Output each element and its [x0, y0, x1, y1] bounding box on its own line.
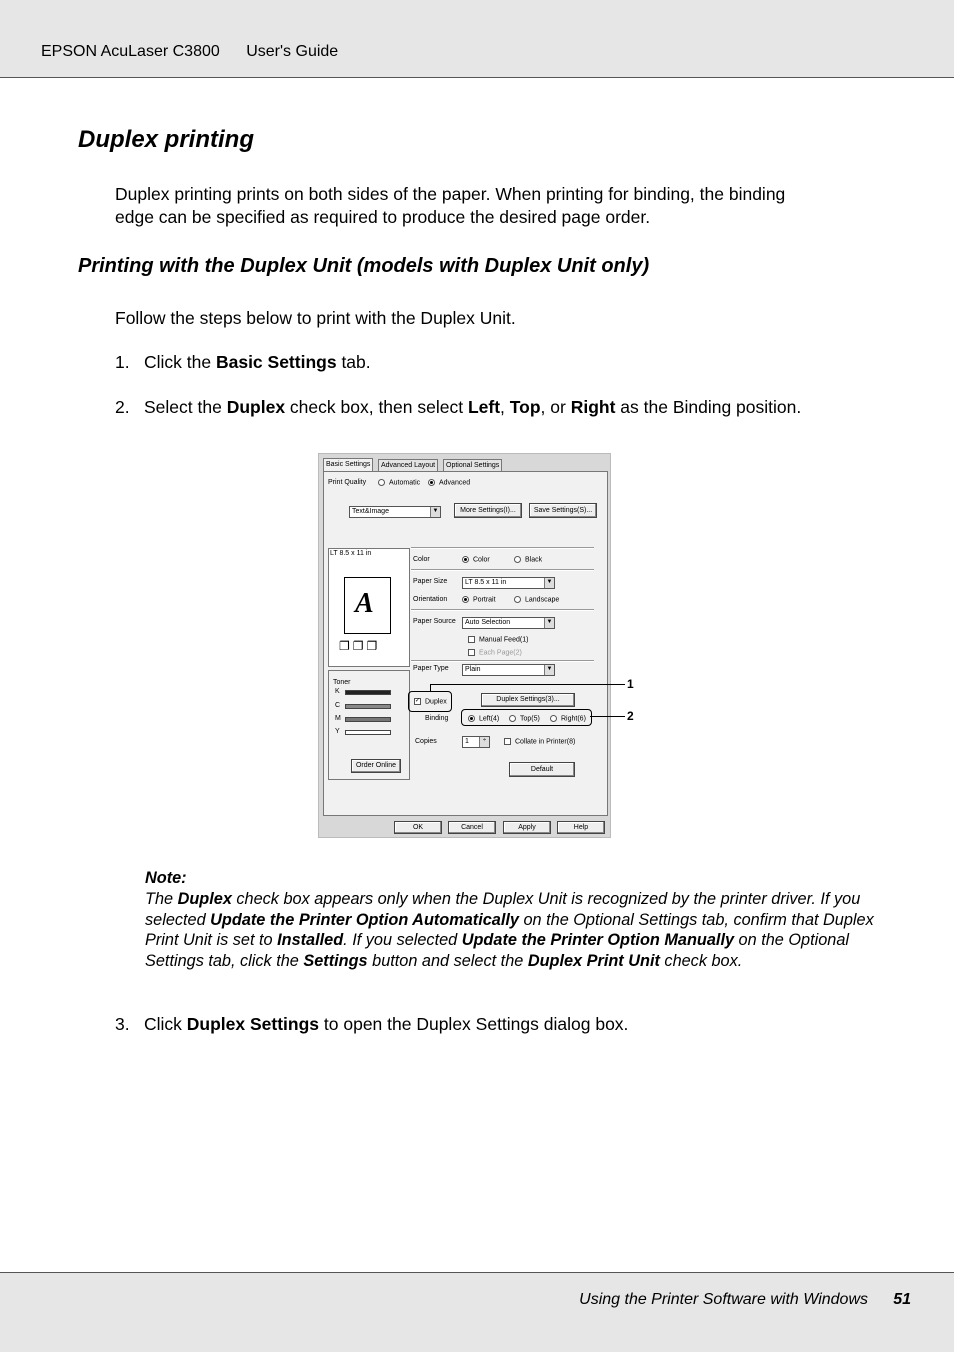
step-number: 1. [115, 352, 130, 372]
callout-box-binding [461, 709, 592, 726]
radio-icon [428, 479, 435, 486]
radio-label: Advanced [439, 479, 471, 487]
step-2 [115, 397, 801, 418]
paper-source-dropdown[interactable] [462, 617, 555, 629]
page-preview-icon [344, 577, 391, 634]
print-quality-label: Print Quality [328, 479, 367, 486]
quality-dropdown[interactable] [349, 506, 441, 518]
black-radio[interactable] [514, 556, 542, 563]
tab-optional-settings[interactable]: Optional Settings [443, 459, 502, 471]
ok-button[interactable]: OK [394, 821, 442, 834]
toner-m-bar [345, 717, 391, 722]
step-text: , or [540, 397, 571, 417]
toner-y-bar [345, 730, 391, 735]
radio-label: Portrait [473, 596, 496, 604]
note-bold: Duplex Print Unit [527, 952, 660, 971]
note-bold: Update the Printer Option Manually [461, 931, 735, 950]
binding-label: Binding [425, 715, 449, 722]
paper-size-label: Paper Size [413, 578, 448, 585]
callout-line-1 [430, 684, 625, 685]
step-text: check box, then select [285, 397, 468, 417]
radio-label: Black [525, 556, 543, 564]
note-block [145, 868, 880, 972]
callout-line-1-drop [430, 684, 431, 692]
manual-feed-checkbox[interactable] [468, 636, 528, 643]
checkbox-icon [504, 738, 511, 745]
advanced-radio[interactable] [428, 479, 470, 486]
tab-advanced-layout[interactable]: Advanced Layout [378, 459, 438, 471]
step-number: 2. [115, 397, 130, 417]
checkbox-checked-icon: ✓ [415, 698, 421, 704]
page-order-icons: ❐❐❐ [339, 639, 381, 653]
step-text: Click the [144, 352, 216, 372]
spinner-arrows-icon[interactable]: ÷ [479, 737, 489, 747]
intro-line-2: edge can be specified as required to produce the desired page order. [115, 207, 651, 227]
toner-k-bar [345, 690, 391, 695]
toner-y-label: Y [335, 728, 340, 735]
header-guide: User's Guide [246, 43, 339, 60]
step-text: tab. [336, 352, 371, 372]
step-text: as the Binding position. [615, 397, 802, 417]
step-bold: Basic Settings [215, 352, 337, 372]
page-footer [0, 1272, 954, 1352]
note-text: check box appears only when the Duplex Unit is recognized by the printer driver. If you selected [145, 889, 861, 929]
color-radio[interactable] [462, 556, 490, 563]
checkbox-icon [468, 636, 475, 643]
paper-size-dropdown[interactable] [462, 577, 555, 589]
toner-label: Toner [333, 679, 351, 686]
collate-checkbox[interactable] [504, 738, 575, 745]
header-product: EPSON AcuLaser C3800 [41, 43, 220, 60]
step-bold: Left [467, 397, 501, 417]
checkbox-label: Collate in Printer(8) [515, 738, 576, 746]
radio-icon [514, 596, 521, 603]
divider [411, 569, 594, 571]
radio-label: Left(4) [479, 715, 500, 723]
page-number: 51 [893, 1291, 911, 1308]
note-text: button and select the [367, 952, 528, 971]
order-online-button[interactable]: Order Online [351, 759, 401, 773]
basic-settings-panel [323, 471, 608, 816]
radio-label: Top(5) [520, 715, 540, 723]
spinner-value: 1 [465, 738, 469, 745]
dropdown-value: Plain [465, 666, 481, 673]
page-header [0, 0, 954, 78]
note-bold: Duplex [177, 889, 232, 908]
radio-label: Automatic [389, 479, 421, 487]
subsection-title: Printing with the Duplex Unit (models with Duplex Unit only) [78, 255, 650, 277]
callout-box-duplex [408, 691, 452, 712]
header-text [41, 43, 360, 61]
toner-panel [328, 670, 410, 780]
toner-m-label: M [335, 715, 341, 722]
radio-label: Landscape [525, 596, 560, 604]
cancel-button[interactable]: Cancel [448, 821, 496, 834]
radio-icon [514, 556, 521, 563]
step-text: to open the Duplex Settings dialog box. [319, 1014, 629, 1034]
divider [411, 609, 594, 611]
dropdown-value: Text&Image [352, 508, 389, 515]
color-label: Color [413, 556, 430, 563]
paper-preview [328, 548, 410, 667]
preview-letter: A [355, 588, 374, 619]
step-bold: Right [570, 397, 616, 417]
help-button[interactable]: Help [557, 821, 605, 834]
radio-label: Right(6) [561, 715, 586, 723]
note-text: The [145, 889, 178, 908]
divider [411, 547, 594, 549]
save-settings-button[interactable]: Save Settings(S)... [529, 503, 597, 518]
dropdown-value: Auto Selection [465, 619, 511, 626]
dropdown-value: LT 8.5 x 11 in [465, 579, 507, 586]
note-body [145, 889, 880, 972]
intro-paragraph [115, 183, 785, 229]
note-bold: Settings [303, 952, 368, 971]
section-title: Duplex printing [78, 126, 254, 153]
callout-number-1: 1 [627, 677, 634, 691]
step-text: Click [144, 1014, 187, 1034]
paper-type-dropdown[interactable] [462, 664, 555, 676]
basic-settings-dialog-screenshot [318, 453, 611, 838]
portrait-radio[interactable] [462, 596, 496, 603]
chevron-down-icon: ▼ [430, 507, 440, 517]
step-bold: Duplex Settings [186, 1014, 320, 1034]
automatic-radio[interactable] [378, 479, 420, 486]
radio-icon [378, 479, 385, 486]
callout-line-2 [590, 716, 625, 717]
divider [411, 660, 594, 662]
step-text: , [500, 397, 510, 417]
step-text: Select the [144, 397, 227, 417]
toner-c-label: C [335, 702, 341, 709]
step-bold: Duplex [226, 397, 286, 417]
radio-icon [462, 556, 469, 563]
apply-button[interactable]: Apply [503, 821, 551, 834]
note-label: Note: [145, 869, 187, 887]
preview-size-label: LT 8.5 x 11 in [330, 550, 372, 557]
duplex-settings-button[interactable]: Duplex Settings(3)... [481, 693, 575, 707]
tab-basic-settings[interactable]: Basic Settings [323, 458, 373, 471]
toner-k-label: K [335, 688, 340, 695]
step-number: 3. [115, 1014, 130, 1034]
more-settings-button[interactable]: More Settings(I)... [454, 503, 522, 518]
note-text: . If you selected [343, 931, 462, 950]
landscape-radio[interactable] [514, 596, 559, 603]
step-1 [115, 352, 371, 373]
copies-spinner[interactable] [462, 736, 490, 748]
note-text: on the Optional Settings tab, confirm that Duplex Print Unit is set to [145, 910, 874, 950]
step-3 [115, 1014, 628, 1035]
note-bold: Update the Printer Option Automatically [210, 910, 519, 929]
copies-label: Copies [415, 738, 437, 745]
chevron-down-icon: ▼ [544, 618, 554, 628]
default-button[interactable]: Default [509, 762, 575, 777]
chevron-down-icon: ▼ [544, 578, 554, 588]
each-page-checkbox [468, 649, 522, 656]
intro-line-1: Duplex printing prints on both sides of the paper. When printing for binding, the binding [115, 184, 786, 204]
note-bold: Installed [277, 931, 344, 950]
toner-c-bar [345, 704, 391, 709]
note-text: on the Optional Settings tab, click the [145, 931, 849, 971]
paper-type-label: Paper Type [413, 665, 449, 672]
step-bold: Top [509, 397, 541, 417]
orientation-label: Orientation [413, 596, 448, 603]
chevron-down-icon: ▼ [544, 665, 554, 675]
radio-label: Color [473, 556, 490, 564]
checkbox-label: Each Page(2) [479, 649, 522, 657]
checkbox-icon [468, 649, 475, 656]
follow-text: Follow the steps below to print with the Duplex Unit. [115, 308, 516, 328]
checkbox-label: Manual Feed(1) [479, 636, 529, 644]
note-text: check box. [659, 952, 743, 971]
callout-number-2: 2 [627, 709, 634, 723]
paper-source-label: Paper Source [413, 618, 456, 625]
footer-section: Using the Printer Software with Windows [579, 1291, 868, 1308]
radio-icon [462, 596, 469, 603]
checkbox-label: Duplex [425, 698, 447, 706]
